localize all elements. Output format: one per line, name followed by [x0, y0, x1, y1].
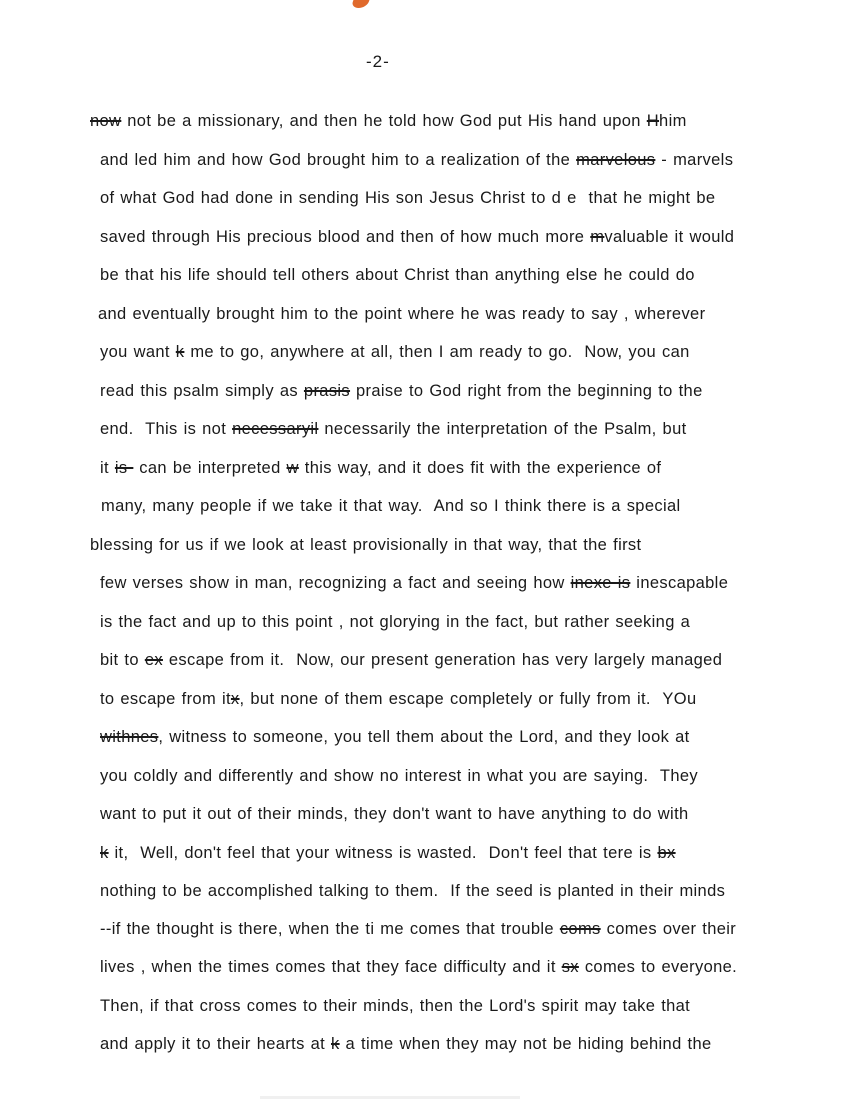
struck-text: x	[230, 690, 240, 708]
orange-mark	[351, 0, 370, 8]
struck-text: now	[90, 112, 122, 130]
line-segment: a time when they may not be hiding behind the	[339, 1035, 712, 1053]
text-line	[100, 343, 690, 362]
line-segment: - marvels	[655, 151, 734, 169]
line-segment: , but none of them escape completely or fully from it. YOu	[239, 690, 697, 708]
struck-text: k	[331, 1035, 340, 1053]
struck-text: necessaryil	[232, 420, 319, 438]
line-segment: it	[100, 459, 115, 477]
line-segment: him	[659, 112, 687, 130]
line-segment: bit to	[100, 651, 145, 669]
line-segment: , witness to someone, you tell them about the Lord, and they look at	[158, 728, 690, 746]
struck-text: H	[646, 112, 660, 130]
text-line	[100, 228, 734, 247]
line-segment: praise to God right from the beginning to the	[350, 382, 703, 400]
line-segment: and led him and how God brought him to a realization of the	[100, 151, 577, 169]
line-segment: of what God had done in sending His son Jesus Christ to d e that he might be	[100, 189, 716, 207]
struck-text: coms	[559, 920, 601, 938]
text-line	[100, 574, 728, 593]
text-line	[100, 459, 661, 478]
struck-text: bx	[657, 844, 676, 862]
text-line	[101, 497, 681, 516]
line-segment: read this psalm simply as	[100, 382, 304, 400]
line-segment: comes to everyone.	[578, 958, 738, 976]
text-line	[100, 382, 703, 401]
text-line	[100, 690, 697, 709]
line-segment: and eventually brought him to the point where he was ready to say , wherever	[98, 305, 706, 323]
text-line	[100, 844, 676, 863]
text-line	[100, 266, 695, 285]
line-segment: and apply it to their hearts at	[100, 1035, 331, 1053]
line-segment: be that his life should tell others about Christ than anything else he could do	[100, 266, 695, 284]
struck-text: marvelous	[576, 151, 656, 169]
struck-text: ex	[144, 651, 163, 669]
line-segment: escape from it. Now, our present generation has very largely managed	[162, 651, 723, 669]
text-line	[98, 305, 705, 324]
text-line	[100, 805, 689, 824]
text-line	[100, 189, 715, 208]
text-line	[90, 536, 641, 555]
text-line	[100, 151, 733, 170]
line-segment: end. This is not	[100, 420, 233, 438]
line-segment: necessarily the interpretation of the Psalm, but	[318, 420, 687, 438]
line-segment: you want	[100, 343, 176, 361]
text-line	[90, 112, 687, 131]
line-segment: not be a missionary, and then he told how God put His hand upon	[121, 112, 647, 130]
struck-text: prasis	[303, 382, 351, 400]
text-line	[100, 882, 725, 901]
struck-text: withnes	[100, 728, 159, 746]
struck-text: w	[286, 459, 299, 477]
scan-smudge	[260, 1096, 520, 1099]
line-segment: this way, and it does fit with the experience of	[298, 459, 662, 477]
text-line	[100, 728, 690, 747]
text-line	[100, 651, 722, 670]
line-segment: lives , when the times comes that they face difficulty and it	[100, 958, 562, 976]
struck-text: k	[100, 844, 109, 862]
line-segment: it, Well, don't feel that your witness is wasted. Don't feel that tere is	[108, 844, 658, 862]
line-segment: saved through His precious blood and then of how much more	[100, 228, 591, 246]
text-line	[100, 613, 690, 632]
struck-text: m	[590, 228, 605, 246]
line-segment: me to go, anywhere at all, then I am ready to go. Now, you can	[184, 343, 690, 361]
line-segment: can be interpreted	[133, 459, 287, 477]
line-segment: few verses show in man, recognizing a fact and seeing how	[100, 574, 571, 592]
line-segment: many, many people if we take it that way. And so I think there is a special	[101, 497, 681, 515]
line-segment: is the fact and up to this point , not glorying in the fact, but rather seeking a	[100, 613, 691, 631]
text-line	[100, 767, 698, 786]
page-number: -2-	[366, 52, 390, 71]
line-segment: comes over their	[600, 920, 737, 938]
struck-text: inexe is	[570, 574, 631, 592]
line-segment: valuable it would	[604, 228, 735, 246]
text-line	[100, 420, 687, 439]
text-line	[100, 1035, 712, 1054]
line-segment: to escape from it	[100, 690, 231, 708]
struck-text: is-	[114, 459, 134, 477]
line-segment: Then, if that cross comes to their minds, then the Lord's spirit may take that	[100, 997, 691, 1015]
line-segment: you coldly and differently and show no interest in what you are saying. They	[100, 767, 699, 785]
line-segment: nothing to be accomplished talking to them. If the seed is planted in their minds	[100, 882, 726, 900]
struck-text: k	[175, 343, 185, 361]
line-segment: want to put it out of their minds, they don't want to have anything to do with	[100, 805, 689, 823]
line-segment: --if the thought is there, when the ti me comes that trouble	[100, 920, 560, 938]
line-segment: inescapable	[630, 574, 729, 592]
struck-text: sx	[561, 958, 579, 976]
line-segment: blessing for us if we look at least provisionally in that way, that the first	[90, 536, 642, 554]
text-line	[100, 958, 737, 977]
text-line	[100, 997, 690, 1016]
text-line	[100, 920, 736, 939]
